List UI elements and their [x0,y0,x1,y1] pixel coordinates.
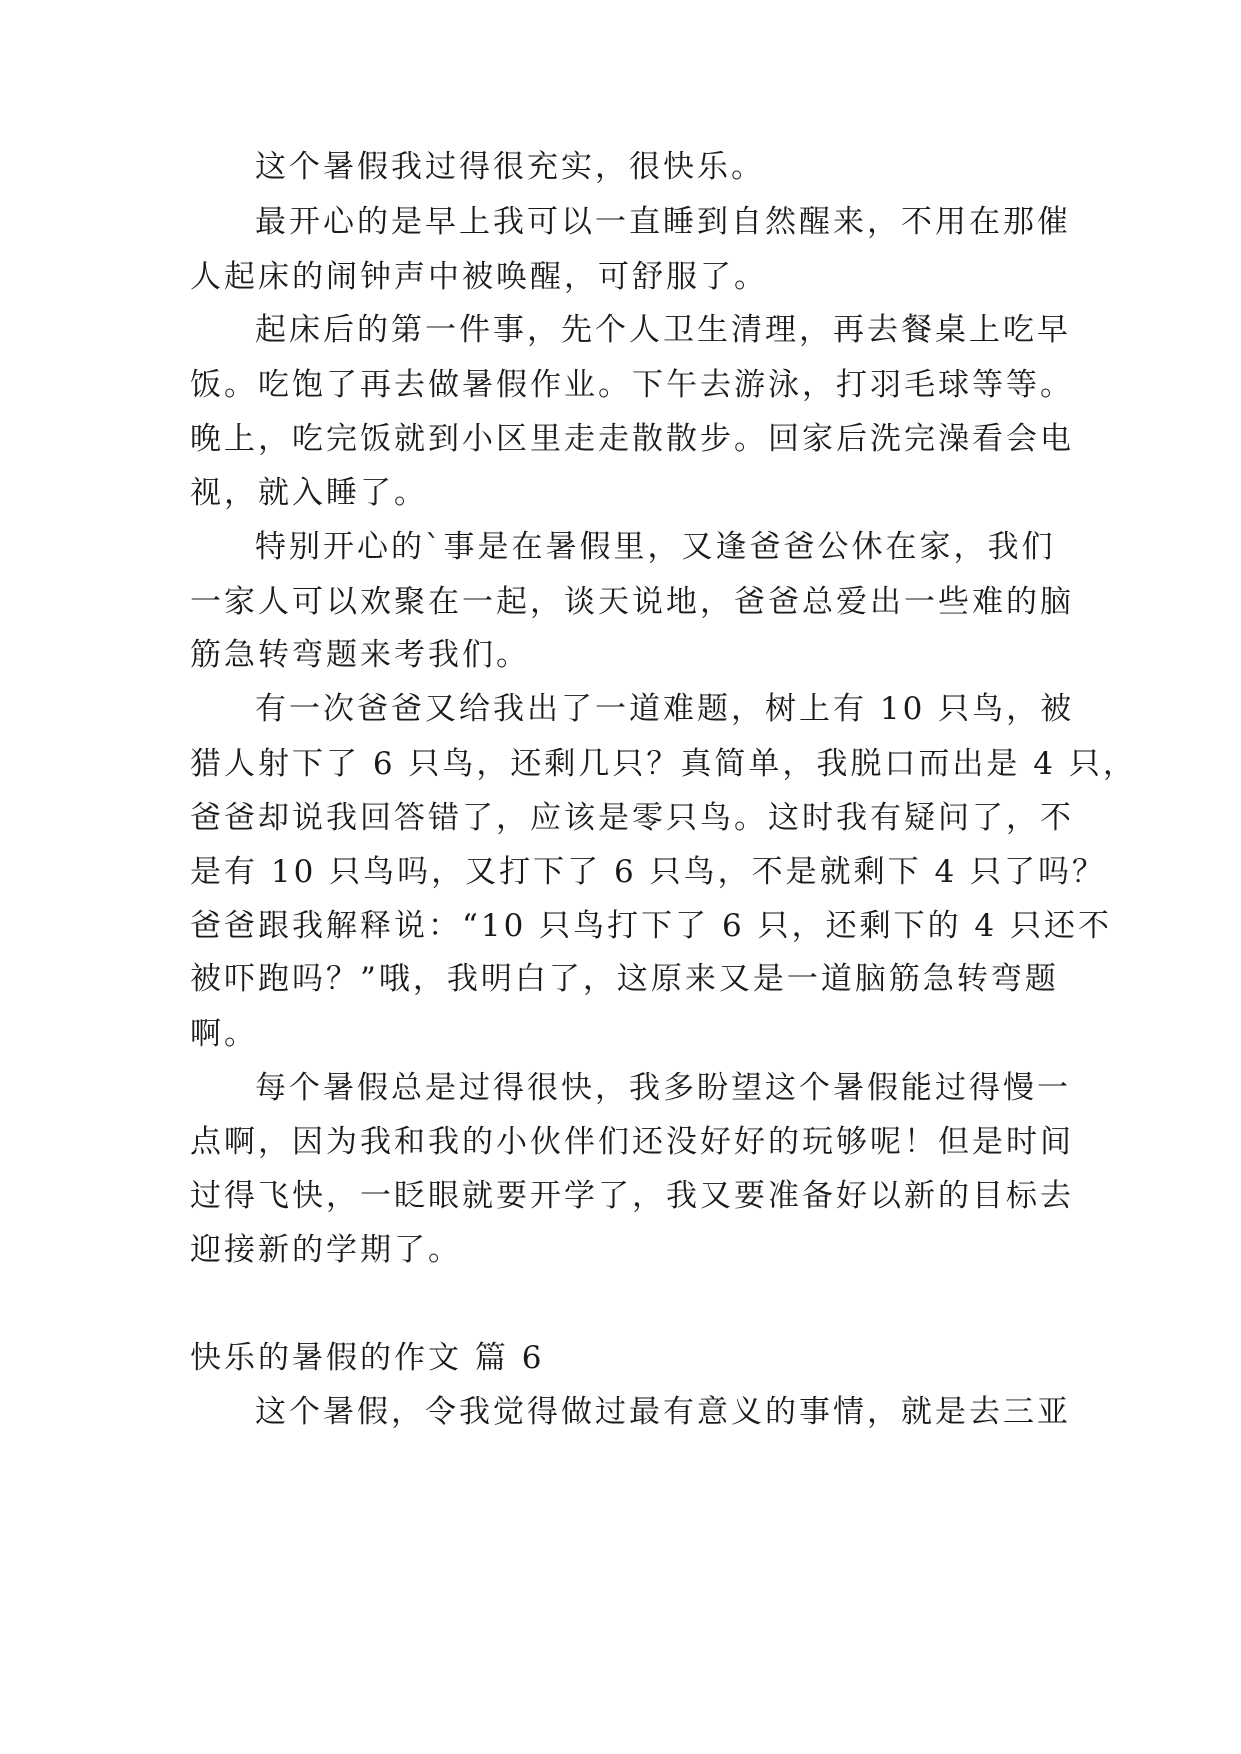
paragraph-line: 特别开心的`事是在暑假里，又逢爸爸公休在家，我们 [255,529,1056,565]
paragraph-line: 筋急转弯题来考我们。 [190,637,530,673]
paragraph-line: 爸爸跟我解释说：“10 只鸟打下了 6 只，还剩下的 4 只还不 [190,908,1113,944]
paragraph-line: 每个暑假总是过得很快，我多盼望这个暑假能过得慢一 [255,1070,1071,1106]
paragraph-line: 爸爸却说我回答错了，应该是零只鸟。这时我有疑问了，不 [190,800,1074,836]
paragraph-line: 最开心的是早上我可以一直睡到自然醒来，不用在那催 [255,204,1071,240]
paragraph-line: 一家人可以欢聚在一起，谈天说地，爸爸总爱出一些难的脑 [190,584,1074,620]
paragraph-line: 这个暑假我过得很充实，很快乐。 [255,149,765,185]
paragraph-line: 是有 10 只鸟吗，又打下了 6 只鸟，不是就剩下 4 只了吗？ [190,854,1107,890]
paragraph-line: 这个暑假，令我觉得做过最有意义的事情，就是去三亚 [255,1394,1071,1430]
section-heading: 快乐的暑假的作文 篇 6 [190,1340,545,1376]
paragraph-line: 被吓跑吗？”哦，我明白了，这原来又是一道脑筋急转弯题 [190,961,1059,997]
paragraph-line: 起床后的第一件事，先个人卫生清理，再去餐桌上吃早 [255,312,1071,348]
paragraph-line: 过得飞快，一眨眼就要开学了，我又要准备好以新的目标去 [190,1178,1074,1214]
paragraph-line: 饭。吃饱了再去做暑假作业。下午去游泳，打羽毛球等等。 [190,367,1074,403]
paragraph-line: 人起床的闹钟声中被唤醒，可舒服了。 [190,259,768,295]
paragraph-line: 晚上，吃完饭就到小区里走走散散步。回家后洗完澡看会电 [190,421,1074,457]
paragraph-line: 有一次爸爸又给我出了一道难题，树上有 10 只鸟，被 [255,691,1075,727]
paragraph-line: 啊。 [190,1016,258,1052]
paragraph-line: 视，就入睡了。 [190,475,428,511]
paragraph-line: 点啊，因为我和我的小伙伴们还没好好的玩够呢！但是时间 [190,1124,1074,1160]
paragraph-line: 猎人射下了 6 只鸟，还剩几只？真简单，我脱口而出是 4 只， [190,746,1137,782]
paragraph-line: 迎接新的学期了。 [190,1232,462,1268]
